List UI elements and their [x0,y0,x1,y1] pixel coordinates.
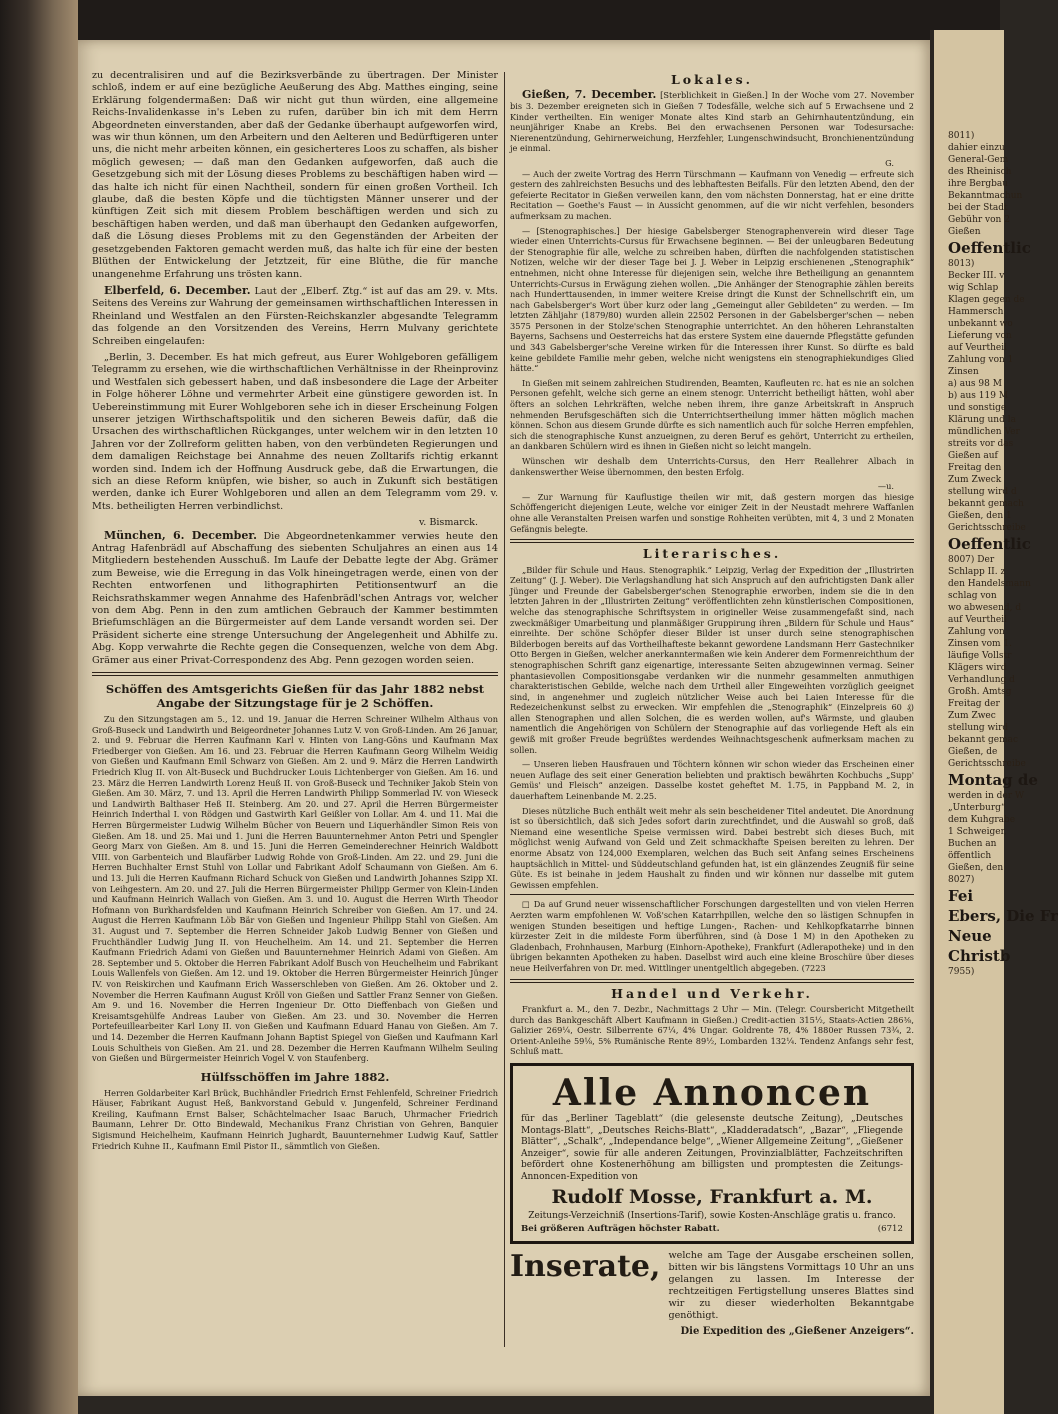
adjacent-page-line: Ebers, Die Fr [948,907,1058,925]
adjacent-page-line: läufige Vollstr [948,651,1012,661]
elberfeld-text: Laut der „Elberf. Ztg.“ ist auf das am 29. v. Mts. Seitens des Vereins zur Wahrung der gemeinsamen wirthschaftlichen Interessen in Rheinland und Westfalen an den Fürsten-Reichskanzler abgesandte Telegramm das folgende an den Vorsitzenden des Vereins, Herrn Mulvany gerichtete Schreiben eingelaufen: [92,285,498,347]
adjacent-page-line: schlag von [948,591,997,601]
muenchen-dateline: München, 6. December. [104,528,257,542]
handel-title: Handel und Verkehr. [611,985,813,1001]
adjacent-page-line: Freitag den [948,463,1002,473]
article-tuerschmann: — Auch der zweite Vortrag des Herrn Türschmann — Kaufmann von Venedig — erfreute sich gestern des zahlreichsten Besuchs und des lebhaftesten Beifalls. Für den letzten Abend, den der gefeierte Recitator in Gießen verweilen kann, den vom nächsten Donnerstag, hat er eine dritte Recitation — Goethe's Faust — in Aussicht genommen, auf die wir nicht verfehlen, besonders aufmerksam zu machen. [510,168,914,221]
adjacent-page-line: Neue [948,927,992,945]
giessen-signature: G. [885,157,894,168]
notice-number: (7223 [801,962,826,973]
literary-review-cookbook-2: Dieses nützliche Buch enthält weit mehr als sein bescheidener Titel andeutet. Die Anordnung ist so übersichtlich, daß sich Jedes sofort darin zurechtfindet, und die Auswahl so groß, daß Niemand eine wesentliche Speise vermissen wird. Dabei bestrebt sich dieses Buch, mit möglichst wenig Aufwand von Geld und Zeit schmackhafte Speisen bereiten zu lehren. Der enorme Absatz von 124,000 Exemplaren, welchen das Buch seit Anfang seines Erscheinens hauptsächlich in Mittel- und Süddeutschland gefunden hat, ist ein glänzendes Zeugniß für seine Güte. Es ist beinahe in jedem Haushalt zu finden und wir können nur dasselbe mit gutem Gewissen empfehlen. [510,805,914,890]
adjacent-page-line: Oeffentlic [948,239,1031,257]
annoncen-rabatt: Bei größeren Aufträgen höchster Rabatt. [521,1224,720,1235]
column-divider [504,72,505,1347]
adjacent-page-line: b) aus 119 M [948,391,1009,401]
adjacent-page-line: Lieferung von [948,331,1012,341]
adjacent-page-line: „Unterburg“ [948,803,1006,813]
adjacent-page-line: bei der Stadt [948,203,1008,213]
literary-review-stenographik: „Bilder für Schule und Haus. Stenographik.“ Leipzig, Verlag der Expedition der „Illustrirten Zeitung“ (J. J. Weber). Die Verlagshandlung hat sich Anspruch auf den aufrichtigsten Dank aller Jünger und Freunde der Gabelsberger'schen Stenographie erworben, indem sie die in den letzten Jahren in der „Illustrirten Zeitung“ veröffentlichten zehn künstlerischen Compositionen, welche das stenographische Schriftsystem in origineller Weise zusammengefaßt sind, nach zweckmäßiger Umarbeitung und planmäßiger Gruppirung ihren „Bildern für Schule und Haus“ einreihte. Der schöne Schöpfer dieser Bilder ist unser durch seine stenographischen Bilderbogen bereits auf das Vortheilhafteste bekannt gewordene Landsmann Herr Gastechniker Otto Bergen in Gießen, welcher anerkanntermaßen wie kein Anderer dem Formenreichthum der stenographischen Schrift ganz eigenartige, interessante Seiten abzugewinnen vermag. Seiner phantasievollen Compositionsgabe verdanken wir die nunmehr gesammelten anmuthigen charakteristischen Gebilde, welche nach dem Urtheil aller Eingeweihten vorzüglich geeignet sind, in angenehmer und zugleich nützlicher Weise auch bei Laien Interesse für die Redezeichenkunst selbst zu erwecken. Wir empfehlen die „Stenographik“ (Einzelpreis 60 ₰) allen Stenographen und allen Solchen, die es werden wollen, auf's Wärmste, und glauben namentlich die Angehörigen von Schülern der Stenographie auf das vorliegende Heft als ein gewiß mit großer Freude begrüßtes werdendes Weihnachtsgeschenk aufmerksam machen zu sollen. [510,564,914,755]
hilfsschoeffen-list: Herren Goldarbeiter Karl Brück, Buchhändler Friedrich Ernst Fehlenfeld, Schreiner Friedrich Häuser, Fabrikant August Heß, Bankvorstand Gebuld v. Jungenfeld, Schreiner Ferdinand Kreiling, Kaufmann Ernst Balser, Schächtelmacher Isaac Baruch, Uhrmacher Friedrich Baumann, Lehrer Dr. Otto Bindewald, Mechanikus Franz Christian von Gehren, Banquier Sigismund Heichelheim, Kaufmann Heinrich Jughardt, Bauunternehmer Ludwig Kauf, Sattler Friedrich Kuhne II., Kaufmann Emil Pistor II., sämmtlich von Gießen. [92,1087,498,1151]
adjacent-page-line: 1 Schweiger, [948,827,1007,837]
adjacent-page-line: Gießen [948,227,981,237]
adjacent-page-line: Gerichtsschreibe [948,523,1026,533]
adjacent-page-line: Zum Zweck [948,475,1002,485]
adjacent-page-line: Klägers wird [948,663,1007,673]
adjacent-page-line: 7955) [948,967,975,977]
adjacent-page-line: mündlichen Ver [948,427,1020,437]
annoncen-number: (6712 [877,1224,903,1235]
adjacent-page-line: des Rheinisch [948,167,1012,177]
adjacent-page-line: Fei [948,887,974,905]
berlin-letter: „Berlin, 3. December. Es hat mich gefreut, aus Eurer Wohlgeboren gefälligem Telegramm zu ersehen, wie die wirthschaftlichen Verhältnisse in der Rheinprovinz und Westfalen sich gebessert haben, und daß insbesondere die Lage der Arbeiter in Folge höherer Löhne und vermehrter Arbeit eine günstigere geworden ist. In Uebereinstimmung mit Eurer Wohlgeboren sehe ich in dieser Erscheinung Folgen unserer jetzigen Wirthschaftspolitik und den sicheren Beweis dafür, daß die Ursachen des wirthschaftlichen Rückganges, unter welchem wir in den letzten 10 Jahren vor der Zollreform gelitten haben, von den verbündeten Regierungen und dem damaligen Reichstage bei Annahme des neuen Zolltarifs richtig erkannt worden sind. Indem ich der Hoffnung Ausdruck gebe, daß die Erwartungen, die sich an diese Reform knüpfen, wie bisher, so auch in Zukunft sich bestätigen werden, danke ich Eurer Wohlgeboren und allen an dem Telegramm vom 29. v. Mts. betheiligten Herren verbindlichst. [92,351,498,512]
book-spine [0,0,78,1414]
adjacent-page-line: dem Kuhgrabe [948,815,1016,825]
adjacent-page [930,30,1058,1414]
adjacent-page-line: bekannt gemac [948,735,1019,745]
adjacent-page-line: Becker III. v [948,271,1005,281]
adjacent-page-line: den Handelsmann [948,579,1031,589]
section-divider [510,979,914,983]
elberfeld-dateline: Elberfeld, 6. December. [104,283,251,297]
bismarck-signature: v. Bismarck. [418,517,478,529]
adjacent-page-line: Zinsen vom 1. [948,639,1013,649]
annoncen-body: für das „Berliner Tageblatt“ (die gelesenste deutsche Zeitung), „Deutsches Montags-Blatt“, „Deutsches Reichs-Blatt“, „Kladderadatsch“, „Bazar“, „Fliegende Blätter“, „Schalk“, „Independance belge“, „Wiener Allgemeine Zeitung“, „Gießener Anzeiger“, sowie für alle anderen Zeitungen, Provinzialblätter, Fachzeitschriften befördert ohne Kostenerhöhung am billigsten und promptesten die Zeitungs-Annoncen-Expedition von [521,1113,903,1182]
adjacent-page-line: Verhandlung d [948,675,1015,685]
annoncen-firm: Rudolf Mosse, Frankfurt a. M. [551,1186,873,1209]
section-divider [510,539,914,543]
inserate-title: Inserate, [510,1249,661,1285]
lokales-title: Lokales. [671,72,753,87]
right-column [510,70,914,1339]
stenographie-signature: —u. [877,481,894,492]
giessen-dateline: Gießen, 7. December. [522,88,657,102]
adjacent-page-line: Christb [948,947,1011,965]
adjacent-page-line: öffentlich [948,851,992,861]
adjacent-page-line: wig Schlap [948,283,999,293]
adjacent-page-line: stellung wird d [948,487,1017,497]
adjacent-page-line: Zum Zwec [948,711,996,721]
adjacent-page-line: streits vor das [948,439,1014,449]
expedition-signature: Die Expedition des „Gießener Anzeigers“. [680,1326,914,1338]
article-giessen-mortality [510,90,914,154]
adjacent-page-line: Klagen gegen de [948,295,1025,305]
giessen-text: [Sterblichkeit in Gießen.] In der Woche vom 27. November bis 3. Dezember ereigneten sich in Gießen 7 Todesfälle, welche sich auf 5 Erwachsene und 2 Kinder vertheilten. Ein weniger Monate altes Kind starb an Gehirnhautentzündung, ein neunjähriger Knabe an Krebs. Bei den erwachsenen Personen war Todesursache: Nierenentzündung, Gehirnerweichung, Herzfehler, Lungenschwindsucht, Bronchienentzündung je einmal. [510,90,914,154]
adjacent-page-line: Gebühr von 2 [948,215,1010,225]
adjacent-page-line: Zahlung von 1 [948,355,1014,365]
adjacent-page-line: 8027) [948,875,975,885]
adjacent-page-line: Montag de [948,771,1038,789]
hilfsschoeffen-heading: Hülfsschöffen im Jahre 1882. [200,1069,390,1084]
adjacent-page-line: Schlapp II. z [948,567,1006,577]
adjacent-page-line: und sonstige [948,403,1007,413]
article-stenographie-2: In Gießen mit seinem zahlreichen Studirenden, Beamten, Kaufleuten rc. hat es nie an solchen Personen gefehlt, welche sich gerne an einem stenogr. Unterricht betheiligt hätten, wohl aber öfters an solchen Lehrkräften, welche neben ihrem, ihre ganze Arbeitskraft in Anspruch nehmenden Berufsgeschäften sich die Unterrichtsertheilung immer hätten möglich machen können. Schon aus diesem Grunde dürfte es sich namentlich auch für solche Herren empfehlen, sich die stenographische Kunst anzueignen, zu deren Beruf es gehört, Unterricht zu ertheilen, an dankbaren Schülern wird es ihnen in Gießen nicht so leicht mangeln. [510,377,914,452]
muenchen-text: Die Abgeordnetenkammer verwies heute den Antrag Hafenbrädl auf Abschaffung des siebenten Schuljahres an einen aus 14 Mitgliedern bestehenden Ausschuß. Im Laufe der Debatte legte der Abg. Grämer zum Beweise, wie die Erregung in das Volk hineingetragen werde, einen von der Rechten entworfenen und lithographirten Petitionsentwurf an die Reichsrathskammer wegen Annahme des Hafenbrädl'schen Antrags vor, welcher von dem Abg. Penn in den zum amtlichen Gebrauch der Kammer bestimmten Briefumschlägen an die Bürgermeister auf dem Lande versandt worden sei. Der Präsident sicherte eine strenge Untersuchung der Angelegenheit und Abhilfe zu. Abg. Kopp verwahrte die Rechte gegen die Consequenzen, welche von dem Abg. Grämer aus einer Privat-Correspondenz des Abg. Penn gezogen worden seien. [92,530,499,666]
adjacent-page-line: Großh. Amtsg [948,687,1012,697]
adjacent-page-line: Bekanntmachun [948,191,1023,201]
adjacent-page-line: auf Veurtheil [948,615,1007,625]
notice-katarrhpillen [510,899,914,973]
inserate-notice [510,1250,914,1322]
inserate-text: welche am Tage der Ausgabe erscheinen sollen, bitten wir bis längstens Vormittags 10 Uhr an uns gelangen zu lassen. Im Interesse der rechtzeitigen Fertigstellung unseres Blattes sind wir zu dieser wiederholten Bekanntgabe genöthigt. [668,1250,914,1322]
adjacent-page-line: unbekannt wo [948,319,1013,329]
adjacent-page-line: Klärung und la [948,415,1016,425]
annoncen-headline: Alle Annoncen [552,1071,872,1114]
adjacent-page-line: wo abwesend, d [948,603,1022,613]
adjacent-page-line: stellung wird [948,723,1009,733]
adjacent-page-line: Gerichtsschreibe [948,759,1026,769]
adjacent-page-line: werden in der W [948,791,1025,801]
article-muenchen [92,530,498,667]
adjacent-page-line: 8013) [948,259,975,269]
adjacent-page-line: a) aus 98 M [948,379,1002,389]
annoncen-advertisement [510,1063,914,1245]
article-stenographie: — [Stenographisches.] Der hiesige Gabelsberger Stenographenverein wird dieser Tage wieder einen Unterrichts-Cursus für Erwachsene beginnen. — Bei der unleugbaren Bedeutung der Stenographie für alle, welche zu schreiben haben, dürften die nachfolgenden statistischen Notizen, welche wir der dieser Tage bei J. J. Weber in Leipzig erschienenen „Stenographik“ entnehmen, nicht ohne Interesse für diejenigen sein, welche ihre Betheiligung an genanntem Unterrichts-Cursus in Erwägung ziehen wollen. „Die Anhänger der Stenographie zählen bereits nach Hunderttausenden, in immer weitere Kreise dringt die Kunst der Schnellschrift ein, um nach Gabelsberger's Wort über kurz oder lang „Gemeingut aller Gebildeten“ zu werden. — Im letzten Zähljahr (1879/80) wurden allein 22502 Personen in der Gabelsberger'schen — neben 3575 Personen in der Stolze'schen Stenographie unterrichtet. An den höheren Lehranstalten Bayerns, Sachsens und Oesterreichs hat das ersterе System eine dauernde Pflegstätte gefunden und 343 Gabelsberger'sche Vereine wirken für die Interessen ihrer Kunst. So dürfte es bald keine gebildete Familie mehr geben, welche nicht wenigstens ein stenographiekundiges Glied hätte.“ [510,225,914,374]
literarisches-title: Literarisches. [642,546,782,562]
notice-text: □ Da auf Grund neuer wissenschaftlicher Forschungen dargestellten und von vielen Herren Aerzten warm empfohlenen W. Voß'schen Katarrhpillen, welche den so lästigen Schnupfen in wenigen Stunden beseitigen und heftige Lungen-, Rachen- und Kehlkopfkatarrhe binnen kürzester Zeit in die mildeste Form überführen, sind (à Dose 1 M) in den Apotheken zu Gladenbach, Frohnhausen, Marburg (Einhorn-Apotheke), Frankfurt (Adlerapotheke) und in den übrigen bekannten Apotheken zu haben. Daselbst wird auch eine kleine Broschüre über dieses neue Heilverfahren von Dr. med. Wittlinger unentgeltlich abgegeben. [510,899,914,973]
adjacent-page-line: Gießen auf [948,451,998,461]
adjacent-page-fragments [934,30,1058,978]
section-divider [92,672,498,676]
adjacent-page-line: dahier einzu [948,143,1005,153]
adjacent-page-line: Zahlung von [948,627,1005,637]
adjacent-page-line: Oeffentlic [948,535,1031,553]
article-minister-statement: zu decentralisiren und auf die Bezirksverbände zu übertragen. Der Minister schloß, indem er auf eine bezügliche Aeußerung des Abg. Matthes einging, seine Erklärung folgendermaßen: Daß wir nicht gut thun würden, eine allgemeine Reichs-Invalidenkasse in's Leben zu rufen, darüber bin ich mit dem Herrn Abgeordneten einverstanden, aber daß der Gedanke überhaupt aufgeworfen wird, was wir thun können, um den Arbeitern und den Aelteren und Bedürftigeren unter uns, die nicht mehr arbeiten können, ein gesicherteres Loos zu schaffen, als bisher möglich gewesen; — daß man den Gedanken aufgeworfen, daß auch die Gesetzgebung sich mit der Lösung dieses Problems zu beschäftigen haben wird — das halte ich nicht für einen Nachtheil, sondern für einen großen Vortheil. Ich glaube, daß die besten Köpfe und die tüchtigsten Männer unserer und der künftigen Zeit sich mit diesem Problem beschäftigen werden und sich zu beschäftigen haben werden, und daß man überhaupt den Gedanken aufgeworfen, daß die Lösung dieses Problems mit zu den Gegenständen der Arbeiten der gesetzgebenden Faktoren gemacht werden muß, das halte ich für eine der besten Blüthen der Entwickelung der Jetztzeit, für eine Blüthe, die für manche unangenehme Erfahrung uns trösten kann. [92,70,498,280]
adjacent-page-line: Gießen, den [948,863,1004,873]
literary-review-cookbook: — Unseren lieben Hausfrauen und Töchtern können wir schon wieder das Erscheinen einer neuen Auflage des seit einer Generation beliebten und praktisch bewährten Kochbuchs „Supp' Gemüs' und Fleisch“ anzeigen. Dasselbe kostet geheftet M. 1.75, in Pappband M. 2, in dauerhaftem Leinenbande M. 2.25. [510,759,914,802]
adjacent-page-line: 8011) [948,131,975,141]
adjacent-page-line: 8007) Der [948,555,995,565]
adjacent-page-line: ihre Bergbau [948,179,1009,189]
article-warning: — Zur Warnung für Kauflustige theilen wir mit, daß gestern morgen das hiesige Schöffengericht diejenigen Leute, welche vor einiger Zeit in der Neustadt mehrere Waffanlen ohne alle Veranstalten Preisen warfen und sonstige Rohheiten verübten, mit 4, 3 und 2 Monaten Gefängnis belegte. [510,491,914,534]
market-report: Frankfurt a. M., den 7. Dezbr., Nachmittags 2 Uhr — Min. (Telegr. Coursbericht Mitgetheilt durch das Bankgeschäft Albert Kaufmann in Gießen.) Credit-actien 315½, Staats-Actien 286⅜, Galizier 269¼, Oestr. Silberrente 67¼, 4% Ungar. Goldrente 78, 4% 1880er Russen 73¾, 2. Orient-Anleihe 59⅛, 5% Rumänische Rente 89½, Lombarden 132¼. Tendenz Anfangs sehr fest, Schluß matt. [510,1003,914,1057]
section-divider [510,894,914,895]
article-stenographie-3: Wünschen wir deshalb dem Unterrichts-Cursus, den Herr Reallehrer Albach in dankenswerther Weise übernommen, den besten Erfolg. [510,456,914,477]
adjacent-page-line: bekannt gemach [948,499,1024,509]
adjacent-page-line: Gießen, de [948,747,998,757]
adjacent-page-line: Gießen, den 1 [948,511,1012,521]
article-elberfeld [92,285,498,348]
adjacent-page-line: Hammersch [948,307,1004,317]
annoncen-footer [521,1223,903,1235]
left-column [92,70,498,1155]
adjacent-page-line: auf Veurtheil [948,343,1007,353]
adjacent-page-line: Buchen an [948,839,997,849]
adjacent-page-line: Zinsen [948,367,979,377]
annoncen-tariff: Zeitungs-Verzeichniß (Insertions-Tarif), sowie Kosten-Anschläge gratis u. franco. [528,1211,896,1222]
adjacent-page-line: General-Gem [948,155,1009,165]
scan-top-border [0,0,1000,40]
adjacent-page-line: Freitag der [948,699,1000,709]
schoeffen-heading: Schöffen des Amtsgerichts Gießen für das Jahr 1882 nebst Angabe der Sitzungstage für je 2 Schöffen. [105,682,485,711]
schoeffen-list: Zu den Sitzungstagen am 5., 12. und 19. Januar die Herren Schreiner Wilhelm Althaus von Groß-Buseck und Landwirth und Beigeordneter Johannes Lutz V. von Groß-Linden. Am 26 Januar, 2. und 9. Februar die Herren Kaufmann Karl v. Hinten von Lang-Göns und Kaufmann Max Friedberger von Gießen. Am 16. und 23. Februar die Herren Kaufmann Georg Wilhelm Weidig von Gießen und Kaufmann Emil Schwarz von Gießen. Am 2. und 9. März die Herren Landwirth Friedrich Klug II. von Alt-Buseck und Buchdrucker Louis Lichtenberger von Gießen. Am 16. und 23. März die Herren Landwirth Lorenz Heuß II. von Groß-Buseck und Techniker Jakob Stein von Gießen. Am 30. März, 7. und 13. April die Herren Landwirth Philipp Sommerlad IV. von Wieseck und Landwirth Balthaser Heß II. Steinberg. Am 20. und 27. April die Herren Bürgermeister Heinrich Inderthal I. von Rödgen und Gastwirth Karl Geißler von Lollar. Am 4. und 11. Mai die Herren Bürgermeister Ludwig Wilhelm Bücher von Beuern und Liquerhändler Simon Reis von Gießen. Am 18. und 25. Mai und 1. Juni die Herren Bauunternehmer Anton Petri und Spengler Georg Marx von Gießen. Am 8. und 15. Juni die Herren Gemeinderechner Heinrich Waldbott VIII. von Garbenteich und Blaufärber Ludwig Rohde von Groß-Linden. Am 22. und 29. Juni die Herren Buchhalter Ernst Stuhl von Lollar und Fabrikant Adolf Schaumann von Gießen. Am 6. und 13. Juli die Herren Kaufmann Richard Schuck von Gießen und Landwirth Johannes Szipp XI. von Leihgestern. Am 20. und 27. Juli die Herren Bürgermeister Philipp Germer von Klein-Linden und Kaufmann Heinrich Wallach von Gießen. Am 3. und 10. August die Herren Wirth Theodor Hofmann von Burkhardsfelden und Kaufmann Heinrich Schreiber von Gießen. Am 17. und 24. August die Herren Kaufmann Löb Bär von Gießen und Ingenieur Philipp Stahl von Gießen. Am 31. August und 7. September die Herren Schneider Jakob Ludwig Benner von Gießen und Fruchthändler Ludwig Jung II. von Heuchelheim. Am 14. und 21. September die Herren Kaufmann Friedrich Adami von Gießen und Bauunternehmer Heinrich Adami von Gießen. Am 28. September und 5. Oktober die Herren Fabrikant Adolf Busch von Heuchelheim und Fabrikant Louis Wallenfels von Gießen. Am 12. und 19. Oktober die Herren Bürgermeister Heinrich Jünger IV. von Reiskirchen und Kaufmann Erich Wasserschleben von Gießen. Am 26. Oktober und 2. November die Herren Kaufmann August Kröll von Gießen und Sattler Franz Senner von Gießen. Am 9. und 16. November die Herren Ingenieur Dr. Otto Dieffenbach von Gießen und Kreisamtsgehülfe Andreas Lauber von Gießen. Am 23. und 30. November die Herren Portefeuillearbeiter Karl Lony II. von Gießen und Kaufmann Eduard Hanau von Gießen. Am 7. und 14. Dezember die Herren Kaufmann Johann Baptist Spiegel von Gießen und Kaufmann Karl Louis Schultheis von Gießen. Am 21. und 28. Dezember die Herren Kaufmann Wilhelm Seuling von Gießen und Bürgermeister Heinrich Vogel V. von Staufenberg. [92,714,498,1064]
